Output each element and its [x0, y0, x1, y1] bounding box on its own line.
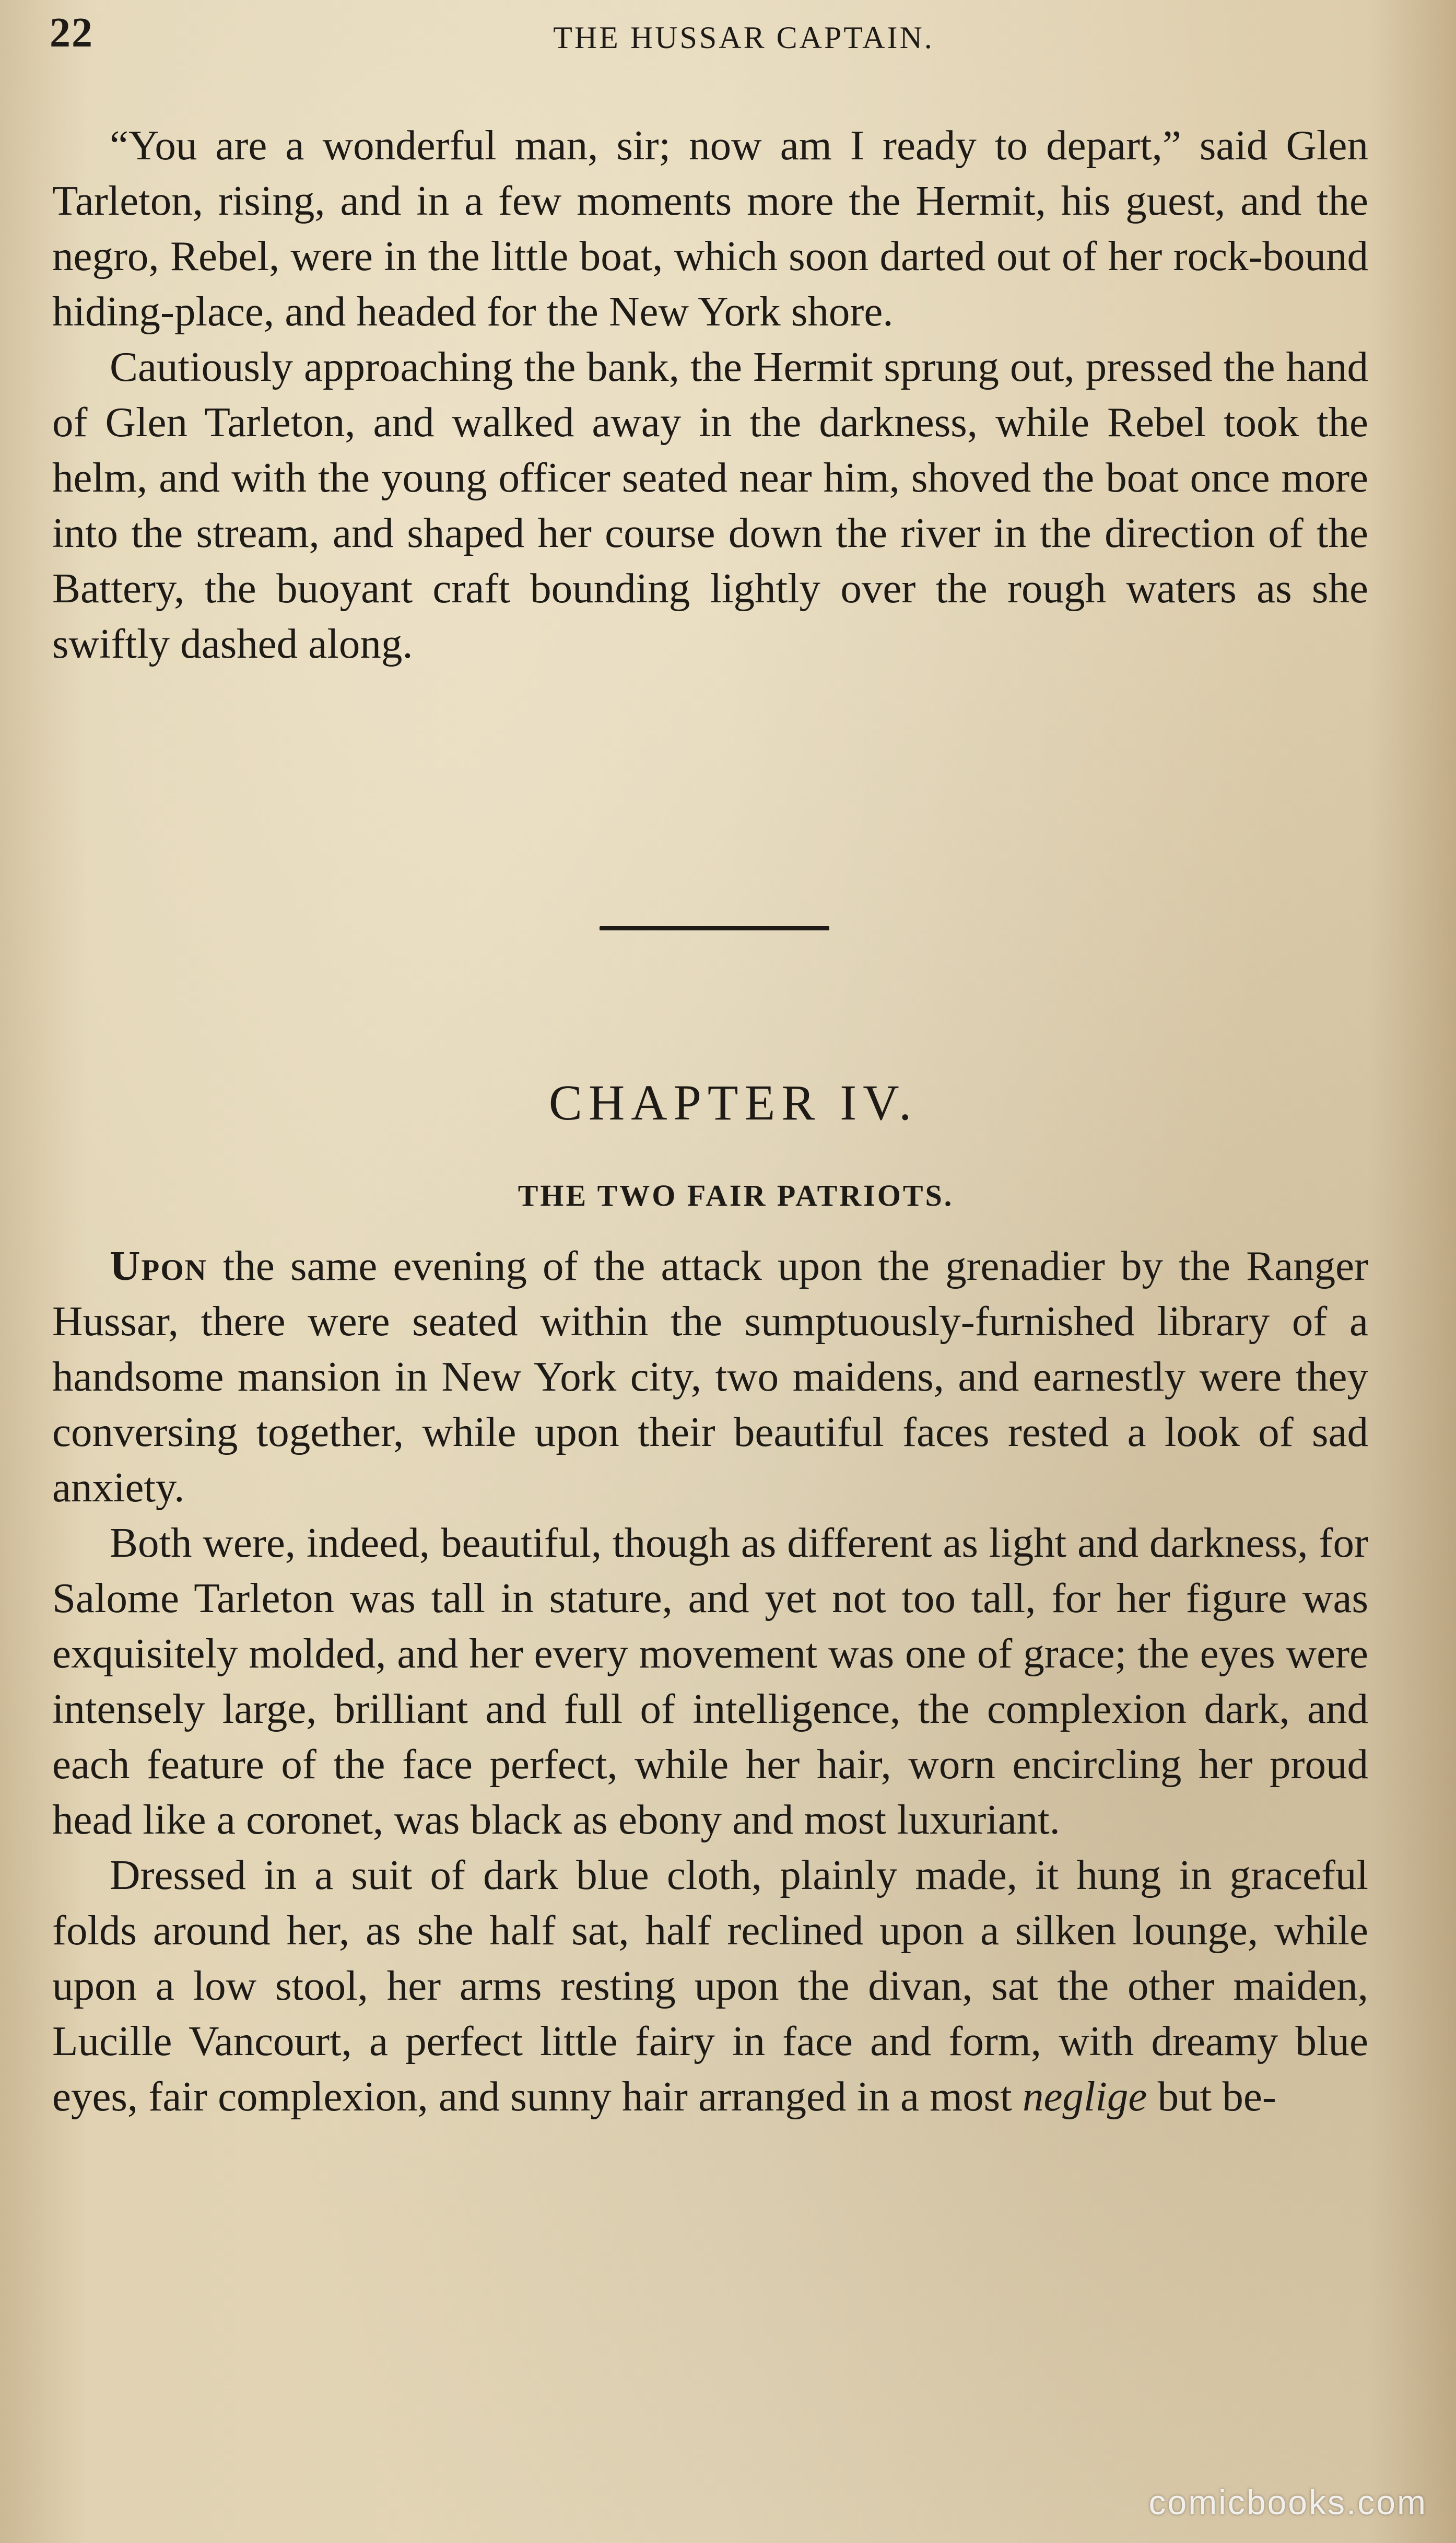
- paragraph: Both were, indeed, beautiful, though as different as light and darkness, for Salome Tarleton was tall in stature, and yet not too tall, for her figure was exquisitely molded, and her every movement was one of grace; the eyes were intensely large, brilliant and full of intelligence, the complexion dark, and each feature of the face perfect, while her hair, worn encircling her proud head like a coronet, was black as ebony and most luxuriant.: [52, 1519, 1368, 1843]
- paragraph: [52, 1847, 1368, 2124]
- italic-word: neglige: [1022, 2073, 1147, 2120]
- section-1-text: [52, 118, 1368, 671]
- chapter-title: CHAPTER IV.: [548, 1075, 918, 1130]
- running-head: THE HUSSAR CAPTAIN.: [553, 20, 934, 55]
- paragraph: [52, 1238, 1368, 1515]
- section-divider-rule: [600, 926, 829, 930]
- paragraph-text: but be-: [1147, 2073, 1276, 2120]
- section-2-text: [52, 1238, 1368, 2124]
- paragraph: “You are a wonderful man, sir; now am I ready to depart,” said Glen Tarleton, rising, and in a few moments more the Hermit, his guest, and the negro, Rebel, were in the little boat, which soon darted out of her rock-bound hiding-place, and headed for the New York shore.: [52, 122, 1368, 335]
- paragraph-text: the same evening of the attack upon the grenadier by the Ranger Hussar, there were seated within the sumptuously-furnished library of a handsome mansion in New York city, two maidens, and earnestly were they conversing together, while upon their beautiful faces rested a look of sad anxiety.: [52, 1242, 1368, 1511]
- opening-word: Upon: [110, 1242, 207, 1289]
- watermark: comicbooks.com: [1148, 2483, 1427, 2522]
- chapter-subtitle: THE TWO FAIR PATRIOTS.: [518, 1179, 954, 1212]
- page-number: 22: [50, 10, 93, 56]
- paragraph: Cautiously approaching the bank, the Hermit sprung out, pressed the hand of Glen Tarleton, and walked away in the darkness, while Rebel took the helm, and with the young officer seated near him, shoved the boat once more into the stream, and shaped her course down the river in the direction of the Battery, the buoyant craft bounding lightly over the rough waters as she swiftly dashed along.: [52, 343, 1368, 667]
- paragraph-text: Dressed in a suit of dark blue cloth, plainly made, it hung in graceful folds around her, as she half sat, half reclined upon a silken lounge, while upon a low stool, her arms resting upon the divan, sat the other maiden, Lucille Vancourt, a perfect little fairy in face and form, with dreamy blue eyes, fair complexion, and sunny hair arranged in a most: [52, 1851, 1368, 2120]
